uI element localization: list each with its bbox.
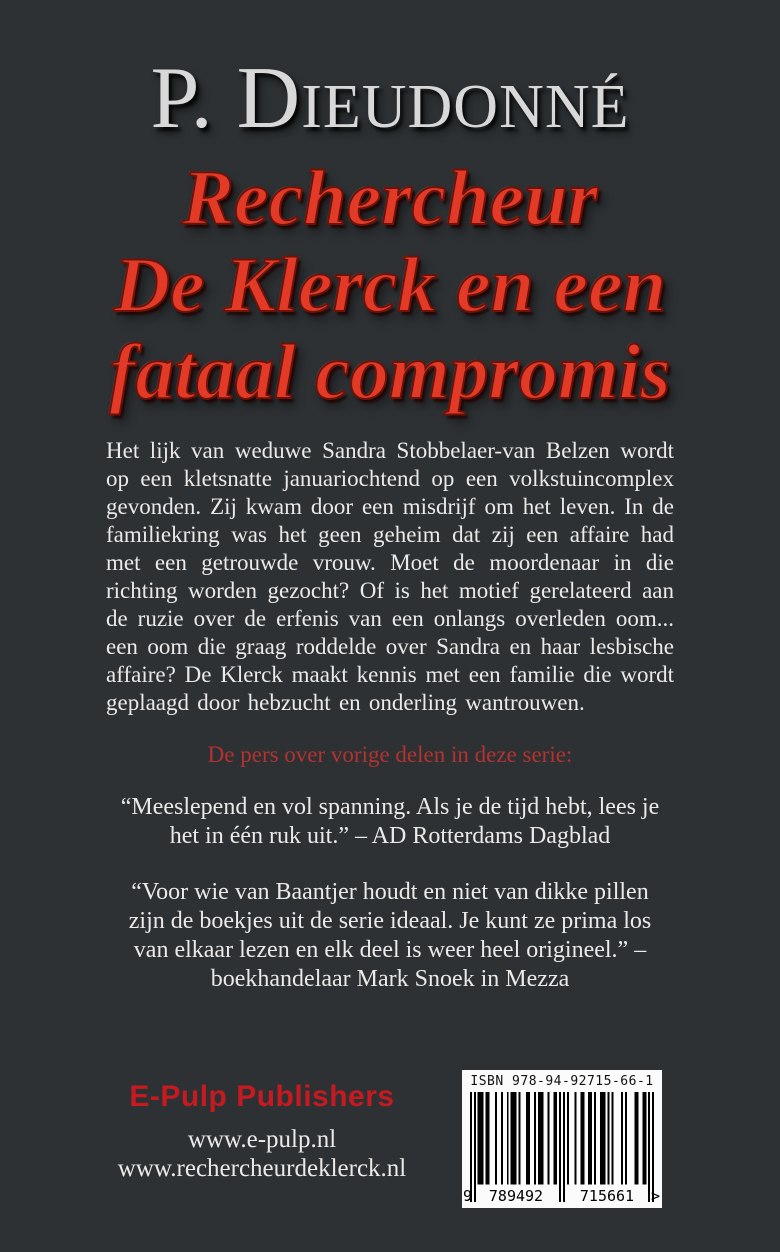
barcode-bars [463, 1092, 660, 1205]
press-quote-2-line: boekhandelaar Mark Snoek in Mezza [210, 966, 570, 992]
title-line-3: fataal compromis [109, 328, 671, 415]
book-title [0, 154, 780, 415]
author-name: P. Dieudonné [150, 50, 630, 147]
press-heading: De pers over vorige delen in deze serie: [207, 742, 573, 767]
isbn-label: ISBN 978-94-92715-66-1 [470, 1074, 654, 1089]
press-quote-2-line: “Voor wie van Baantjer houdt en niet van dikke pillen [131, 879, 649, 905]
synopsis-text: Het lijk van weduwe Sandra Stobbelaer-van Belzen wordt op een kletsnatte januariochtend op een volkstuincomplex gevonden. Zij kwam door een misdrijf om het leven. In de familiekring was het geen geheim dat zij een affaire had met een getrouwde vrouw. Moet de moordenaar in die richting worden gezocht? Of is het motief gerelateerd aan de ruzie over de erfenis van een onlangs overleden oom... een oom die graag roddelde over Sandra en haar lesbische affaire? De Klerck maakt kennis met een familie die wordt geplaagd door hebzucht en onderling wantrouwen. [106, 438, 674, 715]
title-line-1: Rechercheur [182, 154, 598, 241]
book-website-url: www.rechercheurdeklerck.nl [117, 1155, 407, 1182]
press-quote-2-line: van elkaar lezen en elk deel is weer heel origineel.” – [133, 937, 647, 963]
press-quote-2 [0, 878, 780, 994]
barcode-trailing-mark: > [650, 1187, 660, 1205]
press-quote-1 [0, 793, 780, 851]
press-quote-1-line: het in één ruk uit.” – AD Rotterdams Dagblad [169, 823, 611, 849]
title-line-2: De Klerck en een [113, 241, 667, 328]
isbn-barcode [462, 1070, 662, 1208]
publisher-name: E-Pulp Publishers [129, 1080, 395, 1113]
barcode-graphic [470, 1092, 654, 1205]
press-quote-1-line: “Meeslepend en vol spanning. Als je de tijd hebt, lees je [120, 794, 660, 820]
book-back-cover [0, 52, 780, 1252]
publisher-block [32, 1080, 492, 1183]
press-quote-2-line: zijn de boekjes uit de serie ideaal. Je kunt ze prima los [128, 908, 652, 934]
barcode-digit-lead: 9 [463, 1187, 473, 1205]
barcode-digits-group2: 715661 [579, 1187, 635, 1205]
publisher-website-url: www.e-pulp.nl [187, 1126, 337, 1153]
barcode-digits-group1: 789492 [488, 1187, 544, 1205]
